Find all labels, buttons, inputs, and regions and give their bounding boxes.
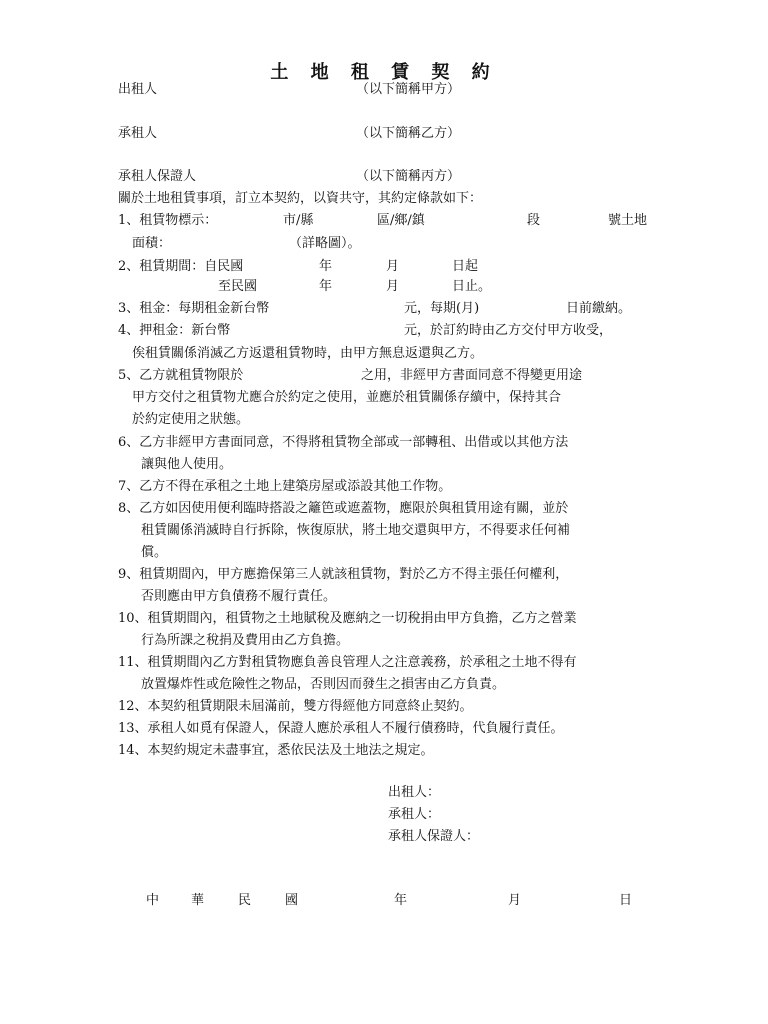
date-year: 年 [394,893,408,908]
clause-5-cont1: 甲方交付之租賃物尤應合於約定之使用，並應於租賃關係存續中，保持其合 [132,390,562,405]
clause-9-line1: 9、租賃期間內，甲方應擔保第三人就該租賃物，對於乙方不得主張任何權利， [118,567,569,582]
clause-6-line1: 6、乙方非經甲方書面同意，不得將租賃物全部或一部轉租、出借或以其他方法 [118,435,569,450]
clause-2-from-year: 年 [319,259,333,274]
date-month: 月 [508,893,522,908]
intro-text: 關於土地租賃事項，訂立本契約，以資共守，其約定條款如下： [118,191,483,206]
signature-lessor: 出租人： [388,785,441,800]
date-char-1: 中 [146,893,160,908]
clause-1-city: 市/縣 [283,213,314,228]
clause-4-cont: 俟租賃關係消滅乙方返還租賃物時，由甲方無息返還與乙方。 [132,346,484,361]
clause-2-to-day: 日止。 [452,279,492,294]
clause-1-lead: 1、租賃物標示： [118,213,218,228]
clause-11-line1: 11、租賃期間內乙方對租賃物應負善良管理人之注意義務，於承租之土地不得有 [118,655,577,670]
party-lessee-abbr: （以下簡稱乙方） [356,126,461,141]
clause-1-lot: 號土地 [608,213,648,228]
clause-9-line2: 否則應由甲方負債務不履行責任。 [141,589,337,604]
clause-3-pay: 日前繳納。 [566,301,632,316]
clause-8-line2: 租賃關係消滅時自行拆除，恢復原狀，將土地交還與甲方，不得要求任何補 [141,523,571,538]
clause-8-line1: 8、乙方如因使用便利臨時搭設之籬笆或遮蓋物，應限於與租賃用途有關，並於 [118,501,569,516]
clause-3-per: 元，每期(月) [404,301,480,316]
party-lessee-label: 承租人 [118,126,158,141]
clause-2-to-month: 月 [386,279,400,294]
party-lessor-abbr: （以下簡稱甲方） [356,82,461,97]
clause-2-to-year: 年 [319,279,333,294]
signature-lessee: 承租人： [388,807,441,822]
date-day: 日 [619,893,633,908]
date-char-2: 華 [191,893,205,908]
clause-5-lead: 5、乙方就租賃物限於 [118,368,244,383]
party-lessor-label: 出租人 [118,82,158,97]
clause-10-line1: 10、租賃期間內，租賃物之土地賦稅及應納之一切稅捐由甲方負擔，乙方之營業 [118,611,577,626]
clause-7-line1: 7、乙方不得在承租之土地上建築房屋或添設其他工作物。 [118,479,452,494]
clause-2-to-lead: 至民國 [218,279,258,294]
clause-1-district: 區/鄉/鎮 [377,213,425,228]
document-title: 土 地 租 賃 契 約 [270,62,498,83]
clause-8-line3: 償。 [141,545,168,560]
clause-1-section: 段 [527,213,541,228]
party-guarantor-label: 承租人保證人 [118,169,197,184]
clause-5-rest: 之用，非經甲方書面同意不得變更用途 [361,368,583,383]
clause-2-from-month: 月 [386,259,400,274]
clause-13-line1: 13、承租人如覓有保證人，保證人應於承租人不履行債務時，代負履行責任。 [118,721,564,736]
clause-3-lead: 3、租金：每期租金新台幣 [118,301,270,316]
party-guarantor-abbr: （以下簡稱丙方） [356,169,461,184]
clause-14-line1: 14、本契約規定未盡事宜，悉依民法及土地法之規定。 [118,743,434,758]
clause-2-lead: 2、租賃期間：自民國 [118,259,244,274]
clause-6-line2: 讓與他人使用。 [141,457,233,472]
clause-1-area: 面積： [132,236,172,251]
clause-4-lead: 4、押租金：新台幣 [118,323,231,338]
signature-guarantor: 承租人保證人： [388,829,480,844]
clause-4-rest: 元，於訂約時由乙方交付甲方收受， [404,323,613,338]
date-char-3: 民 [238,893,252,908]
clause-1-map: （詳略圖）。 [289,236,361,251]
clause-11-line2: 放置爆炸性或危險性之物品，否則因而發生之損害由乙方負責。 [141,677,506,692]
date-char-4: 國 [285,893,299,908]
clause-2-from-day: 日起 [452,259,479,274]
clause-12-line1: 12、本契約租賃期限未屆滿前，雙方得經他方同意終止契約。 [118,699,473,714]
clause-5-cont2: 於約定使用之狀態。 [132,412,250,427]
clause-10-line2: 行為所課之稅捐及費用由乙方負擔。 [141,633,350,648]
